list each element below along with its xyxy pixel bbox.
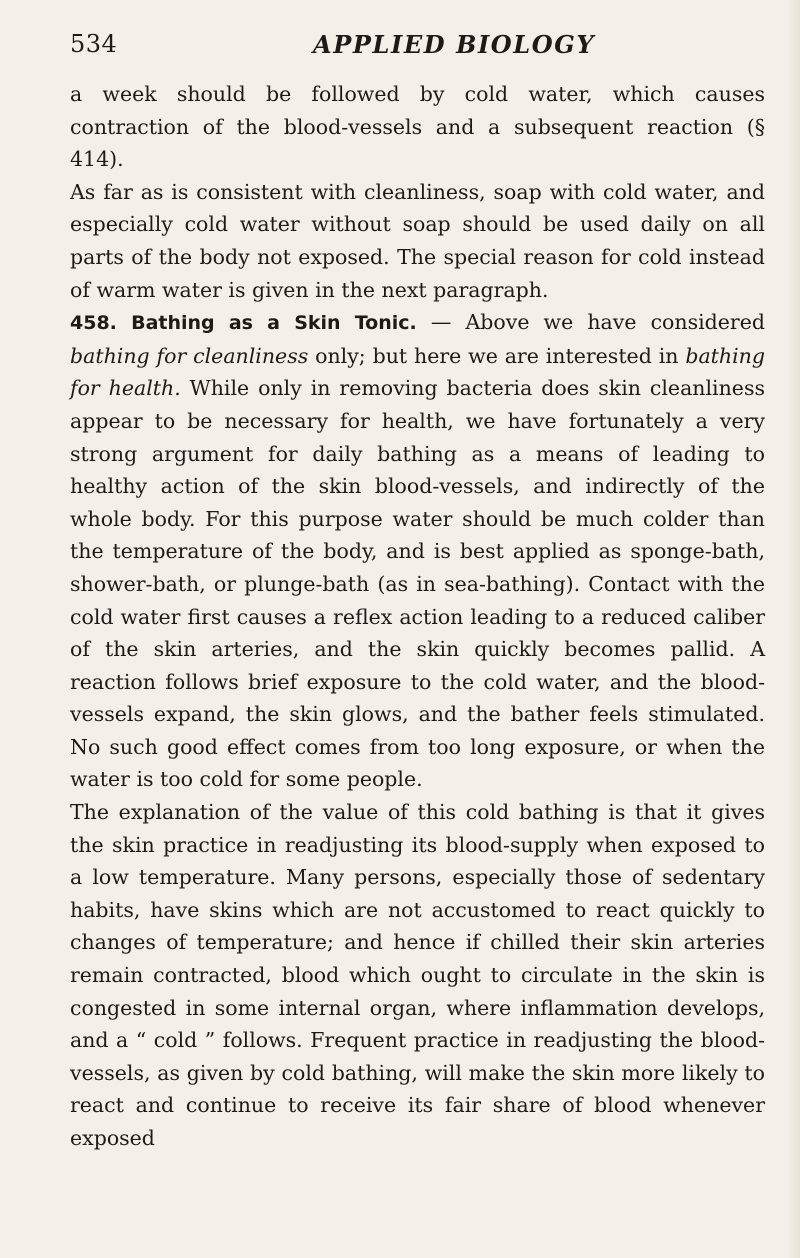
section-dash: — [416,310,466,335]
body-text [70,78,765,1155]
section-text-2: only; but here we are interested in [308,343,686,368]
emphasis-cleanliness: bathing for cleanliness [70,343,309,368]
paragraph-cleanliness: As far as is consistent with cleanliness, soap with cold water, and especially cold water without soap should be used daily on all parts of the body not exposed. The special reason for cold instead of warm water is given in the next paragraph. [70,179,765,302]
running-head [70,0,764,78]
section-number: 458. [70,312,117,335]
paragraph-section-458 [70,306,765,796]
page-edge-shadow [786,0,800,1258]
section-heading [70,312,417,334]
emphasis-health: bathing for health. [70,343,765,401]
running-title: APPLIED BIOLOGY [313,30,596,59]
paragraph-explanation: The explanation of the value of this cold bathing is that it gives the skin practice in readjusting its blood-supply when exposed to a low temperature. Many persons, especially those of sedentary habits, have skins which are not accustomed to react quickly to changes of temperature; and hence if chilled their skin arteries remain contracted, blood which ought to circulate in the skin is congested in some internal organ, where inflammation develops, and a “ cold ” follows. Frequent practice in readjusting the blood-vessels, as given by cold bathing, will make the skin more likely to react and continue to receive its fair share of blood whenever exposed [70,800,765,1150]
paragraph-continuation: a week should be followed by cold water, which causes contraction of the blood-vessels and a subsequent reaction (§ 414). [70,82,765,172]
section-title: Bathing as a Skin Tonic. [131,312,417,335]
page-number: 534 [70,30,118,58]
section-text-3: While only in removing bacteria does skin cleanliness appear to be necessary for health, we have fortunately a very strong argument for daily bathing as a means of leading to healthy action of the skin blood-vessels, and indirectly of the whole body. For this purpose water should be much colder than the temperature of the body, and is best applied as sponge-bath, shower-bath, or plunge-bath (as in sea-bathing). Contact with the cold water first causes a reflex action leading to a reduced caliber of the skin arteries, and the skin quickly becomes pallid. A reaction follows brief exposure to the cold water, and the blood-vessels expand, the skin glows, and the bather feels stimulated. No such good effect comes from too long exposure, or when the water is too cold for some people. [70,376,765,792]
section-text-1: Above we have considered [465,310,765,335]
